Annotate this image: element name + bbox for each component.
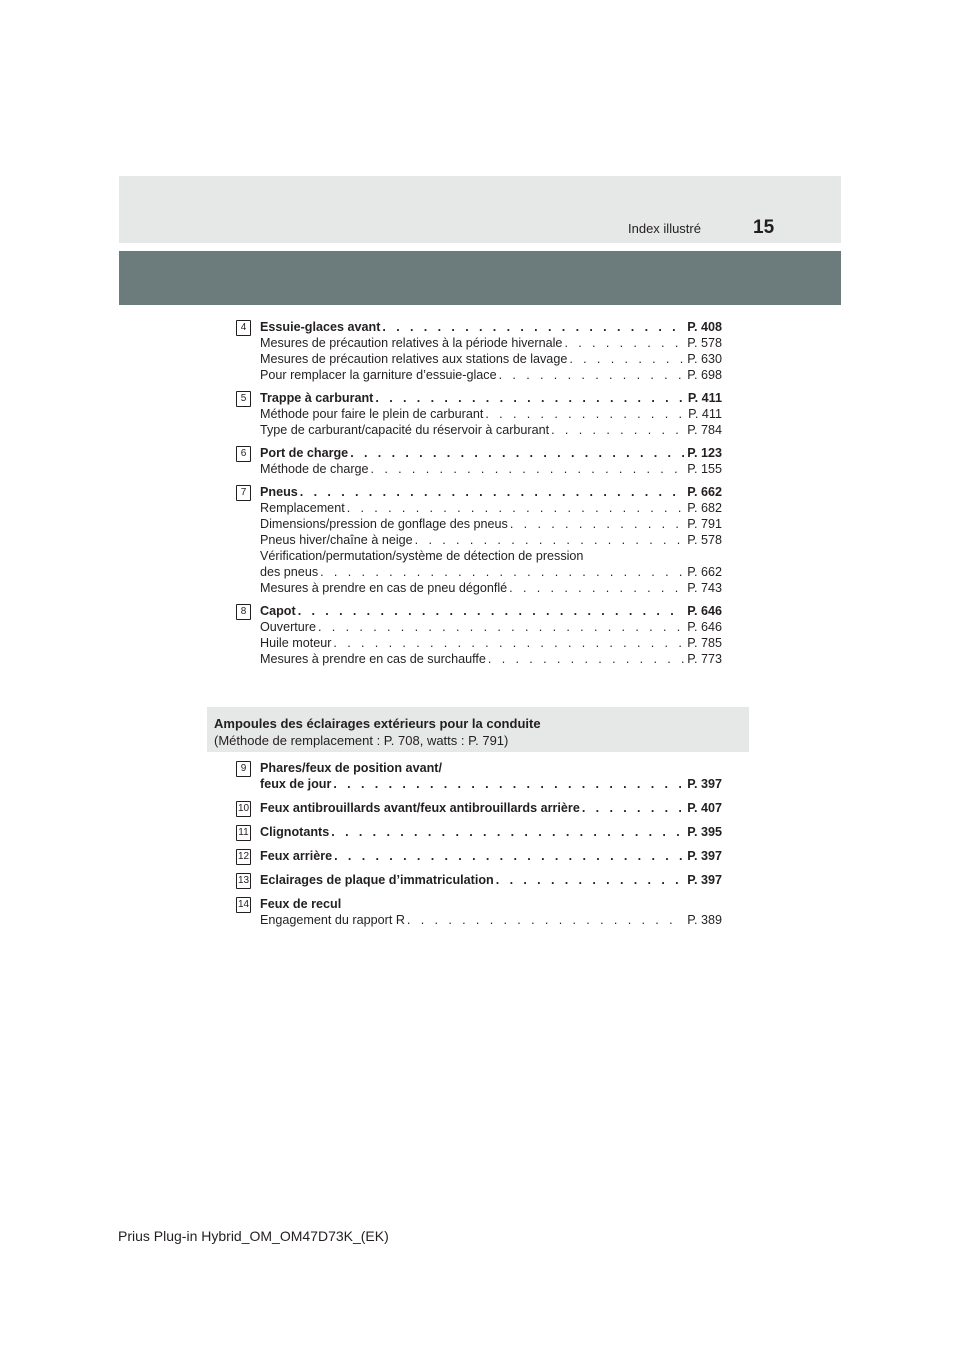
sub-entry[interactable] [260, 351, 722, 367]
sub-label: Type de carburant/capacité du réservoir à carburant [260, 423, 550, 437]
sub-entry[interactable] [260, 619, 722, 635]
callout-number: 12 [236, 849, 251, 865]
page-number: 15 [753, 217, 775, 238]
page-ref: P. 155 [687, 462, 722, 476]
entry-title: Clignotants [260, 825, 330, 839]
page-ref: P. 408 [687, 320, 722, 334]
sub-entry[interactable] [260, 635, 722, 651]
page-ref: P. 578 [687, 336, 722, 350]
sub-label: Pour remplacer la garniture d’essuie-glace [260, 368, 497, 382]
page-ref: P. 743 [687, 581, 722, 595]
sub-entry[interactable] [260, 500, 722, 516]
dot-leader [371, 461, 685, 477]
sub-label: Ouverture [260, 620, 316, 634]
sub-label: Huile moteur [260, 636, 332, 650]
entry-title: Capot [260, 604, 296, 618]
sub-entry[interactable] [260, 651, 722, 667]
header-band [119, 251, 841, 305]
dot-leader [334, 848, 684, 864]
entry-title-line[interactable] [260, 824, 722, 840]
section-title: Index illustré [628, 221, 701, 236]
sub-entry[interactable] [260, 912, 722, 928]
sub-entry[interactable] [260, 422, 722, 438]
dot-leader [318, 619, 684, 635]
dot-leader [569, 351, 684, 367]
entry-title-line [260, 896, 722, 912]
entry-title-line[interactable] [260, 390, 722, 406]
page-ref: P. 662 [687, 485, 722, 499]
dot-leader [564, 335, 684, 351]
entry-title: Phares/feux de position avant/ [260, 761, 442, 775]
index-entry [236, 848, 722, 864]
dot-leader [496, 872, 684, 888]
dot-leader [298, 603, 685, 619]
entry-title-line[interactable] [260, 872, 722, 888]
dot-leader [333, 776, 684, 792]
page-ref: P. 411 [687, 391, 722, 405]
sub-entry[interactable] [260, 580, 722, 596]
sub-entry[interactable] [260, 335, 722, 351]
sub-label: Méthode pour faire le plein de carburant [260, 407, 484, 421]
page-ref: P. 662 [687, 565, 722, 579]
index-entry [236, 896, 722, 928]
index-entry [236, 760, 722, 792]
sub-label: Pneus hiver/chaîne à neige [260, 533, 413, 547]
entry-title-line[interactable] [260, 776, 722, 792]
dot-leader [582, 800, 684, 816]
entry-title: Feux de recul [260, 897, 342, 911]
sub-label: des pneus [260, 565, 319, 579]
page-ref: P. 397 [687, 849, 722, 863]
dot-leader [499, 367, 685, 383]
entry-title: Essuie-glaces avant [260, 320, 381, 334]
entry-title: Port de charge [260, 446, 349, 460]
document-footer: Prius Plug-in Hybrid_OM_OM47D73K_(EK) [118, 1228, 389, 1244]
page-ref: P. 411 [688, 407, 722, 421]
sub-entry[interactable] [260, 532, 722, 548]
page-ref: P. 123 [687, 446, 722, 460]
sub-label: Mesures à prendre en cas de pneu dégonflé [260, 581, 508, 595]
dot-leader [488, 651, 684, 667]
lights-index-list [236, 760, 722, 936]
sub-entry[interactable] [260, 564, 722, 580]
index-list [236, 319, 722, 674]
entry-title: Feux arrière [260, 849, 333, 863]
sub-label: Vérification/permutation/système de détection de pression [260, 549, 584, 563]
page-ref: P. 397 [687, 777, 722, 791]
index-entry [236, 445, 722, 477]
entry-title: Eclairages de plaque d’immatriculation [260, 873, 494, 887]
sub-entry[interactable] [260, 516, 722, 532]
index-entry [236, 603, 722, 667]
page-ref: P. 773 [687, 652, 722, 666]
lights-section-band [207, 707, 749, 752]
header-bar [119, 176, 841, 243]
dot-leader [407, 912, 684, 928]
lights-section-title: Ampoules des éclairages extérieurs pour la conduite [214, 716, 541, 731]
page-ref: P. 395 [687, 825, 722, 839]
entry-title-line[interactable] [260, 445, 722, 461]
sub-label: Méthode de charge [260, 462, 369, 476]
entry-title-line[interactable] [260, 603, 722, 619]
page-ref: P. 630 [687, 352, 722, 366]
page-ref: P. 785 [687, 636, 722, 650]
dot-leader [510, 516, 684, 532]
callout-number: 11 [236, 825, 251, 841]
callout-number: 14 [236, 897, 251, 913]
page-ref: P. 407 [687, 801, 722, 815]
page-ref: P. 397 [687, 873, 722, 887]
dot-leader [347, 500, 685, 516]
dot-leader [382, 319, 684, 335]
index-entry [236, 390, 722, 438]
sub-label: Mesures de précaution relatives aux stations de lavage [260, 352, 568, 366]
sub-label: Engagement du rapport R [260, 913, 405, 927]
callout-number: 10 [236, 801, 251, 817]
dot-leader [509, 580, 684, 596]
sub-label: Mesures de précaution relatives à la période hivernale [260, 336, 563, 350]
dot-leader [333, 635, 684, 651]
index-entry [236, 319, 722, 383]
callout-number: 13 [236, 873, 251, 889]
page-ref: P. 784 [687, 423, 722, 437]
callout-number: 8 [236, 604, 251, 620]
entry-title: Pneus [260, 485, 298, 499]
sub-label: Dimensions/pression de gonflage des pneus [260, 517, 508, 531]
page-ref: P. 791 [687, 517, 722, 531]
dot-leader [300, 484, 684, 500]
index-entry [236, 872, 722, 888]
entry-title: Trappe à carburant [260, 391, 374, 405]
callout-number: 5 [236, 391, 251, 407]
entry-title: feux de jour [260, 777, 332, 791]
page-ref: P. 646 [687, 620, 722, 634]
dot-leader [320, 564, 684, 580]
index-entry [236, 484, 722, 596]
sub-entry[interactable] [260, 367, 722, 383]
page-ref: P. 389 [687, 913, 722, 927]
entry-title-line[interactable] [260, 800, 722, 816]
entry-title-line [260, 760, 722, 776]
entry-title-line[interactable] [260, 484, 722, 500]
index-entry [236, 800, 722, 816]
dot-leader [551, 422, 684, 438]
page-ref: P. 646 [687, 604, 722, 618]
dot-leader [485, 406, 685, 422]
entry-title: Feux antibrouillards avant/feux antibrouillards arrière [260, 801, 580, 815]
callout-number: 7 [236, 485, 251, 501]
sub-entry[interactable] [260, 406, 722, 422]
entry-title-line[interactable] [260, 848, 722, 864]
sub-entry [260, 548, 722, 564]
page-ref: P. 682 [687, 501, 722, 515]
callout-number: 4 [236, 320, 251, 336]
entry-title-line[interactable] [260, 319, 722, 335]
dot-leader [331, 824, 684, 840]
lights-section-subtitle: (Méthode de remplacement : P. 708, watts : P. 791) [214, 733, 509, 748]
callout-number: 9 [236, 761, 251, 777]
callout-number: 6 [236, 446, 251, 462]
sub-entry[interactable] [260, 461, 722, 477]
dot-leader [350, 445, 684, 461]
page-ref: P. 578 [687, 533, 722, 547]
index-entry [236, 824, 722, 840]
page-ref: P. 698 [687, 368, 722, 382]
dot-leader [415, 532, 685, 548]
sub-label: Mesures à prendre en cas de surchauffe [260, 652, 486, 666]
sub-label: Remplacement [260, 501, 345, 515]
dot-leader [375, 390, 685, 406]
